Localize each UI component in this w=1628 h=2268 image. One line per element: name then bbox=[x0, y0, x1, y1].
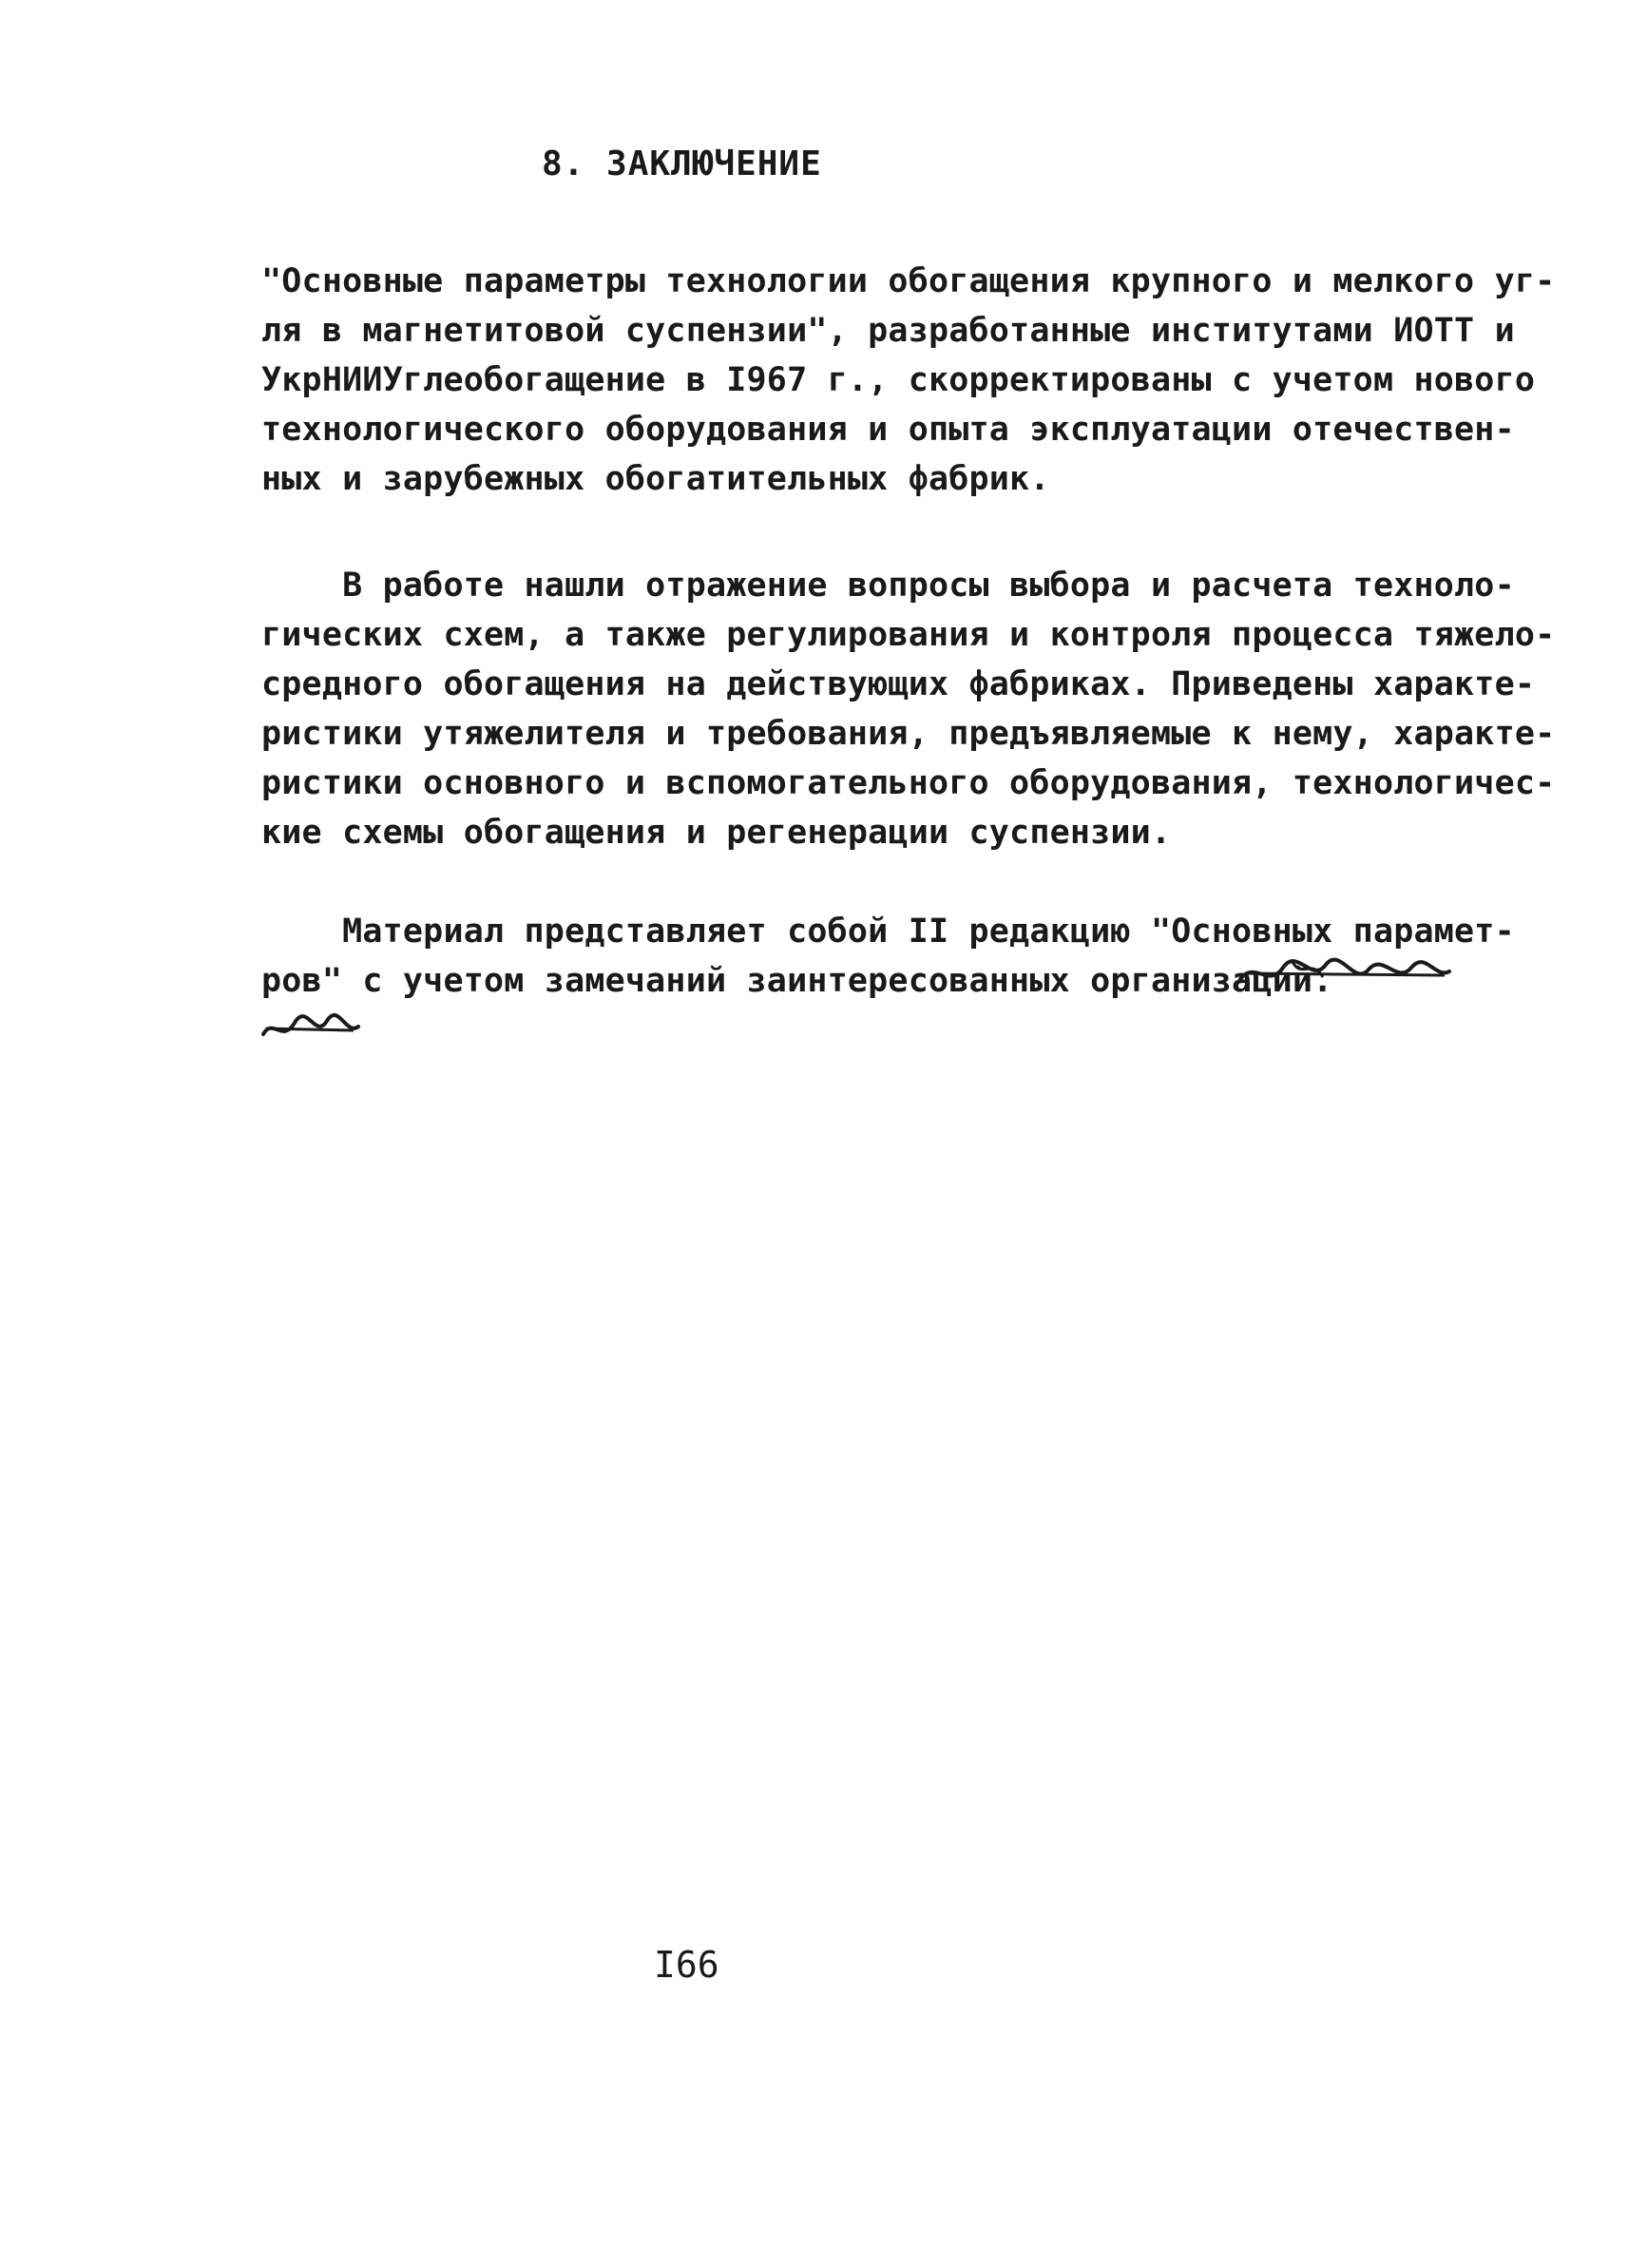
paragraph-1-line-2: ля в магнетитовой суспензии", разработанные институтами ИОТТ и bbox=[261, 312, 1515, 350]
paragraph-2-line-1: В работе нашли отражение вопросы выбора и расчета техноло- bbox=[261, 567, 1515, 605]
paragraph-2-line-3: средного обогащения на действующих фабриках. Приведены характе- bbox=[261, 665, 1536, 703]
paragraph-2-line-2: гических схем, а также регулирования и контроля процесса тяжело- bbox=[261, 616, 1556, 654]
paragraph-1-line-5: ных и зарубежных обогатительных фабрик. bbox=[261, 460, 1050, 498]
paragraph-1-line-4: технологического оборудования и опыта эксплуатации отечествен- bbox=[261, 411, 1515, 449]
paragraph-1-line-3: УкрНИИУглеобогащение в I967 г., скорректированы с учетом нового bbox=[261, 361, 1536, 399]
paragraph-3-line-2: ров" с учетом замечаний заинтересованных организаций. bbox=[261, 962, 1333, 1000]
section-heading: 8. ЗАКЛЮЧЕНИЕ bbox=[542, 144, 822, 183]
paragraph-2-line-5: ристики основного и вспомогательного оборудования, технологичес- bbox=[261, 764, 1556, 802]
paragraph-1-line-1: "Основные параметры технологии обогащения крупного и мелкого уг- bbox=[261, 262, 1556, 300]
paragraph-3-line-1: Материал представляет собой II редакцию "Основных парамет- bbox=[261, 913, 1515, 951]
crossed-out-handwriting-continued bbox=[259, 1008, 363, 1050]
crossed-out-handwriting bbox=[1235, 951, 1454, 998]
paragraph-2-line-6: кие схемы обогащения и регенерации суспензии. bbox=[261, 814, 1172, 852]
page-number: I66 bbox=[654, 1944, 719, 1986]
paragraph-2-line-4: ристики утяжелителя и требования, предъявляемые к нему, характе- bbox=[261, 715, 1556, 753]
